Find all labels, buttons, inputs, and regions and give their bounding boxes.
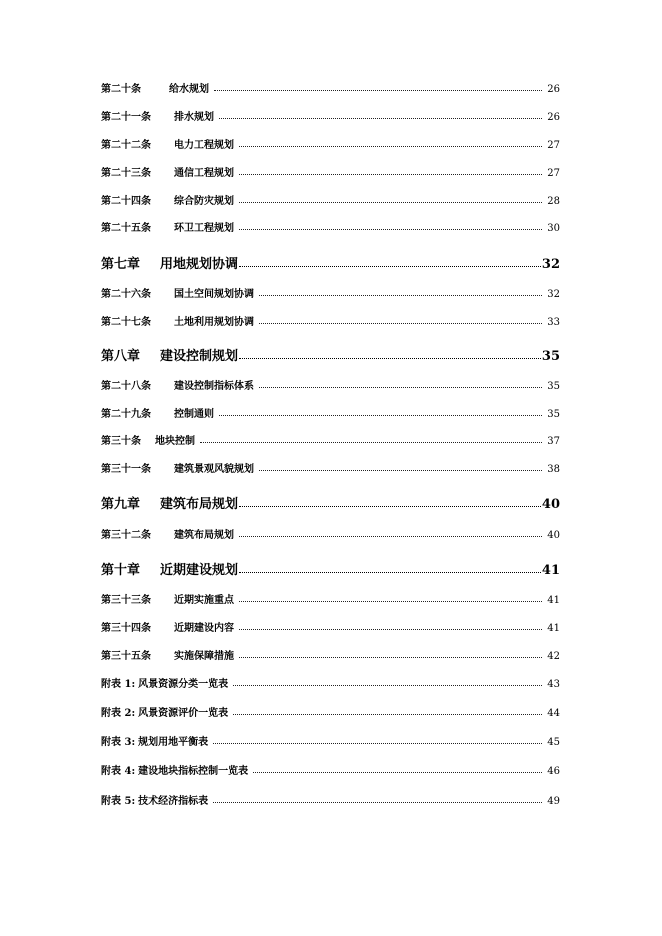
toc-entry-title: 建设控制规划 <box>160 349 239 364</box>
toc-article-entry[interactable] <box>101 285 560 299</box>
toc-page-number: 28 <box>547 196 560 207</box>
toc-article-entry[interactable] <box>101 619 560 633</box>
toc-dot-leader <box>200 442 542 443</box>
toc-page-number: 42 <box>547 651 560 662</box>
toc-dot-leader <box>219 415 542 416</box>
toc-page-number: 26 <box>547 84 560 95</box>
toc-entry-label <box>101 762 248 777</box>
toc-entry-code: 第十章 <box>101 563 141 578</box>
toc-entry-title: 环卫工程规划 <box>174 223 234 234</box>
toc-entry-code: 第三十一条 <box>101 464 151 475</box>
toc-entry-code: 第二十一条 <box>101 112 151 123</box>
toc-dot-leader <box>219 118 542 119</box>
toc-entry-title: 电力工程规划 <box>174 140 234 151</box>
toc-article-entry[interactable] <box>101 164 560 178</box>
toc-entry-code: 第三十五条 <box>101 651 151 662</box>
toc-entry-title: 建设地块指标控制一览表 <box>138 766 249 777</box>
toc-dot-leader <box>239 202 542 203</box>
toc-dot-leader <box>239 536 542 537</box>
toc-entry-title: 近期实施重点 <box>174 595 234 606</box>
toc-page-number: 35 <box>547 409 560 420</box>
toc-entry-code: 第二十五条 <box>101 223 151 234</box>
toc-dot-leader <box>259 387 542 388</box>
toc-article-entry[interactable] <box>101 80 560 94</box>
toc-entry-code: 第三十二条 <box>101 530 151 541</box>
toc-article-entry[interactable] <box>101 460 560 474</box>
toc-entry-code: 第三十四条 <box>101 623 151 634</box>
toc-page-number: 30 <box>547 223 560 234</box>
toc-entry-title: 国土空间规划协调 <box>174 289 254 300</box>
toc-appendix-entry[interactable] <box>101 792 560 806</box>
toc-entry-label <box>101 591 234 606</box>
toc-entry-label <box>101 733 208 748</box>
toc-entry-label <box>101 377 254 392</box>
toc-page-number: 35 <box>547 381 560 392</box>
toc-entry-title: 地块控制 <box>155 436 195 447</box>
toc-article-entry[interactable] <box>101 377 560 391</box>
toc-appendix-entry[interactable] <box>101 675 560 689</box>
toc-entry-label <box>101 345 238 364</box>
toc-appendix-entry[interactable] <box>101 704 560 718</box>
toc-entry-title: 风景资源评价一览表 <box>138 708 229 719</box>
toc-entry-label <box>101 559 238 578</box>
toc-article-entry[interactable] <box>101 591 560 605</box>
toc-entry-label <box>101 405 214 420</box>
toc-dot-leader <box>259 470 542 471</box>
toc-entry-title: 土地利用规划协调 <box>174 317 254 328</box>
toc-page-number: 37 <box>547 436 560 447</box>
toc-entry-code: 第二十条 <box>101 84 141 95</box>
toc-page-number: 26 <box>547 112 560 123</box>
toc-entry-label <box>101 80 209 95</box>
toc-entry-title: 建筑布局规划 <box>160 497 239 512</box>
toc-article-entry[interactable] <box>101 313 560 327</box>
toc-entry-label <box>101 619 234 634</box>
toc-dot-leader <box>239 229 542 230</box>
toc-entry-label <box>101 253 238 272</box>
toc-entry-title: 综合防灾规划 <box>174 196 234 207</box>
toc-dot-leader <box>259 323 542 324</box>
toc-entry-title: 排水规划 <box>174 112 214 123</box>
toc-entry-code: 第八章 <box>101 349 141 364</box>
toc-page-number: 43 <box>547 679 560 690</box>
toc-entry-label <box>101 675 228 690</box>
toc-page-number: 44 <box>547 708 560 719</box>
toc-entry-code: 附表 5: <box>101 796 136 807</box>
toc-entry-code: 第二十九条 <box>101 409 151 420</box>
toc-entry-title: 用地规划协调 <box>160 257 239 272</box>
toc-entry-title: 技术经济指标表 <box>138 796 209 807</box>
toc-dot-leader <box>239 146 542 147</box>
toc-entry-code: 第三十三条 <box>101 595 151 606</box>
toc-entry-label <box>101 108 214 123</box>
toc-article-entry[interactable] <box>101 405 560 419</box>
toc-entry-title: 规划用地平衡表 <box>138 737 209 748</box>
toc-entry-label <box>101 526 234 541</box>
toc-page-number: 32 <box>547 289 560 300</box>
toc-page-number: 46 <box>547 766 560 777</box>
toc-dot-leader <box>239 266 541 267</box>
toc-dot-leader <box>239 601 542 602</box>
toc-entry-title: 建筑布局规划 <box>174 530 234 541</box>
toc-entry-label <box>101 493 238 512</box>
toc-dot-leader <box>239 572 541 573</box>
toc-page-number: 45 <box>547 737 560 748</box>
toc-page-number: 41 <box>547 595 560 606</box>
toc-entry-code: 第七章 <box>101 257 141 272</box>
toc-article-entry[interactable] <box>101 432 560 446</box>
toc-page-number: 49 <box>547 796 560 807</box>
toc-article-entry[interactable] <box>101 108 560 122</box>
toc-page-number: 33 <box>547 317 560 328</box>
toc-dot-leader <box>239 174 542 175</box>
toc-entry-label <box>101 647 234 662</box>
toc-entry-code: 附表 3: <box>101 737 136 748</box>
toc-entry-label <box>101 219 234 234</box>
toc-page-number: 41 <box>541 563 560 578</box>
toc-entry-label <box>101 313 254 328</box>
toc-appendix-entry[interactable] <box>101 762 560 776</box>
toc-entry-label <box>101 136 234 151</box>
toc-entry-code: 第二十八条 <box>101 381 151 392</box>
toc-dot-leader <box>239 358 541 359</box>
toc-entry-title: 近期建设内容 <box>174 623 234 634</box>
toc-article-entry[interactable] <box>101 192 560 206</box>
toc-entry-title: 通信工程规划 <box>174 168 234 179</box>
toc-entry-code: 第三十条 <box>101 436 141 447</box>
toc-entry-title: 控制通则 <box>174 409 214 420</box>
toc-entry-label <box>101 285 254 300</box>
toc-dot-leader <box>239 506 541 507</box>
toc-dot-leader <box>239 657 542 658</box>
toc-entry-label <box>101 432 195 447</box>
toc-appendix-entry[interactable] <box>101 733 560 747</box>
toc-entry-code: 第二十六条 <box>101 289 151 300</box>
toc-page-number: 41 <box>547 623 560 634</box>
toc-entry-label <box>101 704 228 719</box>
toc-dot-leader <box>239 629 542 630</box>
toc-article-entry[interactable] <box>101 647 560 661</box>
toc-entry-label <box>101 164 234 179</box>
toc-entry-title: 给水规划 <box>169 84 209 95</box>
toc-chapter-entry[interactable] <box>101 559 560 577</box>
toc-entry-label <box>101 192 234 207</box>
toc-page-number: 38 <box>547 464 560 475</box>
toc-dot-leader <box>213 802 542 803</box>
toc-entry-title: 建筑景观风貌规划 <box>174 464 254 475</box>
toc-page-number: 35 <box>541 349 560 364</box>
toc-entry-title: 实施保障措施 <box>174 651 234 662</box>
toc-entry-code: 第九章 <box>101 497 141 512</box>
toc-dot-leader <box>233 714 542 715</box>
toc-chapter-entry[interactable] <box>101 345 560 363</box>
toc-article-entry[interactable] <box>101 219 560 233</box>
toc-dot-leader <box>253 772 542 773</box>
toc-chapter-entry[interactable] <box>101 253 560 271</box>
toc-entry-code: 第二十四条 <box>101 196 151 207</box>
toc-dot-leader <box>233 685 542 686</box>
toc-page-number: 27 <box>547 168 560 179</box>
toc-entry-code: 附表 1: <box>101 679 136 690</box>
toc-entry-code: 第二十三条 <box>101 168 151 179</box>
toc-article-entry[interactable] <box>101 136 560 150</box>
toc-article-entry[interactable] <box>101 526 560 540</box>
toc-page-number: 27 <box>547 140 560 151</box>
toc-entry-code: 第二十七条 <box>101 317 151 328</box>
toc-entry-title: 近期建设规划 <box>160 563 239 578</box>
toc-dot-leader <box>214 90 542 91</box>
toc-entry-label <box>101 460 254 475</box>
toc-entry-title: 建设控制指标体系 <box>174 381 254 392</box>
toc-entry-title: 风景资源分类一览表 <box>138 679 229 690</box>
toc-page-number: 32 <box>541 257 560 272</box>
toc-entry-code: 第二十二条 <box>101 140 151 151</box>
toc-page-number: 40 <box>547 530 560 541</box>
toc-page-number: 40 <box>541 497 560 512</box>
toc-dot-leader <box>213 743 542 744</box>
toc-dot-leader <box>259 295 542 296</box>
toc-entry-code: 附表 2: <box>101 708 136 719</box>
toc-chapter-entry[interactable] <box>101 493 560 511</box>
toc-entry-code: 附表 4: <box>101 766 136 777</box>
toc-entry-label <box>101 792 208 807</box>
